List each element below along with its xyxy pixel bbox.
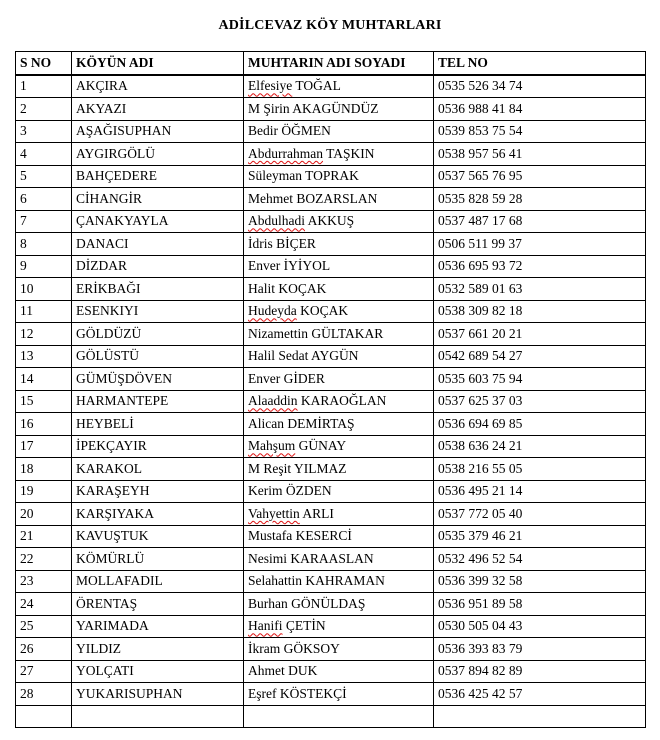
document-title: ADİLCEVAZ KÖY MUHTARLARI (218, 18, 442, 33)
muhtar-first-name: Hudeyda (248, 303, 297, 319)
muhtar-first-name: Bedir (248, 123, 278, 139)
muhtar-first-name: Enver (248, 370, 281, 386)
header-tel: TEL NO (434, 52, 646, 75)
cell-tel: 0535 526 34 74 (434, 75, 646, 98)
cell-muhtar-name (244, 210, 434, 233)
table-row (16, 75, 646, 98)
cell-village: MOLLAFADIL (72, 570, 244, 593)
cell-muhtar-name (244, 300, 434, 323)
cell-tel: 0536 695 93 72 (434, 255, 646, 278)
muhtar-last-name: ARLI (302, 505, 334, 521)
muhtar-first-name: Nesimi (248, 550, 287, 566)
cell-muhtar-name (244, 548, 434, 571)
cell-sno: 16 (16, 413, 72, 436)
muhtar-last-name: KAHRAMAN (305, 573, 385, 589)
header-village: KÖYÜN ADI (72, 52, 244, 75)
cell-sno: 25 (16, 615, 72, 638)
table-row (16, 638, 646, 661)
muhtar-first-name: Mustafa (248, 528, 293, 544)
cell-village: İPEKÇAYIR (72, 435, 244, 458)
cell-sno: 15 (16, 390, 72, 413)
cell-sno: 22 (16, 548, 72, 571)
muhtar-last-name: ÖZDEN (285, 483, 332, 499)
table-header (16, 52, 646, 75)
cell-tel: 0536 495 21 14 (434, 480, 646, 503)
muhtar-first-name: Halil Sedat (248, 348, 309, 364)
cell-tel: 0538 216 55 05 (434, 458, 646, 481)
muhtar-last-name: AYGÜN (311, 348, 359, 364)
cell-village: AYGIRGÖLÜ (72, 143, 244, 166)
cell-muhtar-name (244, 98, 434, 121)
muhtar-last-name: ÖĞMEN (281, 123, 331, 139)
cell-village: AKYAZI (72, 98, 244, 121)
muhtar-first-name: Vahyettin (248, 505, 300, 521)
cell-sno: 7 (16, 210, 72, 233)
cell-village: HARMANTEPE (72, 390, 244, 413)
cell-sno: 24 (16, 593, 72, 616)
table-row (16, 390, 646, 413)
table-row (16, 570, 646, 593)
muhtar-first-name: Alican (248, 415, 284, 431)
muhtar-first-name: Nizamettin (248, 325, 308, 341)
muhtar-last-name: AKAGÜNDÜZ (292, 100, 379, 116)
muhtar-last-name: BİÇER (276, 235, 316, 251)
cell-tel: 0536 988 41 84 (434, 98, 646, 121)
table-row (16, 525, 646, 548)
cell-sno: 13 (16, 345, 72, 368)
cell-muhtar-name (244, 278, 434, 301)
muhtar-last-name: KARAOĞLAN (300, 393, 387, 409)
muhtar-first-name: Abdurrahman (248, 145, 323, 161)
muhtar-first-name: Halit (248, 280, 275, 296)
muhtar-last-name: DUK (288, 663, 318, 679)
cell-village: AŞAĞISUPHAN (72, 120, 244, 143)
cell-village: ÇANAKYAYLA (72, 210, 244, 233)
cell-village: AKÇIRA (72, 75, 244, 98)
muhtar-first-name: Enver (248, 258, 281, 274)
muhtar-last-name: İYİYOL (283, 258, 331, 274)
muhtar-last-name: KOÇAK (278, 280, 327, 296)
cell-sno: 21 (16, 525, 72, 548)
cell-tel: 0536 399 32 58 (434, 570, 646, 593)
cell-tel: 0536 393 83 79 (434, 638, 646, 661)
muhtar-first-name: Selahattin (248, 573, 302, 589)
muhtar-table (15, 51, 646, 728)
cell-muhtar-name (244, 188, 434, 211)
cell-tel: 0536 694 69 85 (434, 413, 646, 436)
table-row (16, 615, 646, 638)
table-row (16, 345, 646, 368)
cell-tel: 0537 894 82 89 (434, 660, 646, 683)
muhtar-first-name: Alaaddin (248, 393, 298, 409)
cell-sno: 10 (16, 278, 72, 301)
empty-cell (72, 705, 244, 728)
cell-muhtar-name (244, 480, 434, 503)
cell-tel: 0535 379 46 21 (434, 525, 646, 548)
table-row (16, 255, 646, 278)
muhtar-last-name: KARAASLAN (290, 550, 374, 566)
cell-tel: 0536 425 42 57 (434, 683, 646, 706)
cell-muhtar-name (244, 458, 434, 481)
cell-village: YOLÇATI (72, 660, 244, 683)
cell-muhtar-name (244, 75, 434, 98)
muhtar-first-name: İdris (248, 235, 273, 251)
cell-village: GÖLÜSTÜ (72, 345, 244, 368)
cell-village: DİZDAR (72, 255, 244, 278)
table-row (16, 188, 646, 211)
cell-tel: 0538 636 24 21 (434, 435, 646, 458)
cell-village: GÖLDÜZÜ (72, 323, 244, 346)
cell-village: YILDIZ (72, 638, 244, 661)
cell-sno: 28 (16, 683, 72, 706)
cell-tel: 0537 565 76 95 (434, 165, 646, 188)
empty-row (16, 705, 646, 728)
cell-sno: 11 (16, 300, 72, 323)
empty-cell (16, 705, 72, 728)
cell-tel: 0539 853 75 54 (434, 120, 646, 143)
table-row (16, 480, 646, 503)
cell-sno: 23 (16, 570, 72, 593)
muhtar-first-name: İkram (248, 640, 281, 656)
table-row (16, 210, 646, 233)
cell-sno: 27 (16, 660, 72, 683)
cell-tel: 0532 589 01 63 (434, 278, 646, 301)
cell-village: BAHÇEDERE (72, 165, 244, 188)
table-row (16, 413, 646, 436)
muhtar-last-name: TOPRAK (305, 168, 359, 184)
muhtar-last-name: TAŞKIN (326, 145, 375, 161)
cell-tel: 0542 689 54 27 (434, 345, 646, 368)
cell-tel: 0536 951 89 58 (434, 593, 646, 616)
muhtar-last-name: GÖNÜLDAŞ (291, 595, 366, 611)
cell-sno: 9 (16, 255, 72, 278)
cell-village: KÖMÜRLÜ (72, 548, 244, 571)
table-row (16, 548, 646, 571)
table-row (16, 165, 646, 188)
empty-cell (434, 705, 646, 728)
cell-village: ERİKBAĞI (72, 278, 244, 301)
table-row (16, 435, 646, 458)
muhtar-last-name: DEMİRTAŞ (287, 415, 355, 431)
muhtar-first-name: Mahşum (248, 438, 296, 454)
table-row (16, 503, 646, 526)
cell-sno: 14 (16, 368, 72, 391)
table-body (16, 75, 646, 728)
cell-village: KARAŞEYH (72, 480, 244, 503)
table-row (16, 278, 646, 301)
cell-muhtar-name (244, 570, 434, 593)
cell-tel: 0532 496 52 54 (434, 548, 646, 571)
cell-sno: 5 (16, 165, 72, 188)
muhtar-first-name: M Reşit (248, 460, 292, 476)
muhtar-last-name: BOZARSLAN (296, 190, 378, 206)
muhtar-last-name: GÜLTAKAR (311, 325, 384, 341)
cell-sno: 4 (16, 143, 72, 166)
cell-sno: 20 (16, 503, 72, 526)
header-sno: S NO (16, 52, 72, 75)
cell-village: KARAKOL (72, 458, 244, 481)
muhtar-last-name: GÖKSOY (283, 640, 340, 656)
cell-tel: 0537 625 37 03 (434, 390, 646, 413)
muhtar-last-name: ÇETİN (285, 618, 326, 634)
muhtar-last-name: KESERCİ (295, 528, 352, 544)
table-row (16, 98, 646, 121)
header-muhtar-name: MUHTARIN ADI SOYADI (244, 52, 434, 75)
cell-sno: 6 (16, 188, 72, 211)
table-row (16, 368, 646, 391)
muhtar-first-name: Burhan (248, 595, 288, 611)
cell-village: HEYBELİ (72, 413, 244, 436)
cell-sno: 1 (16, 75, 72, 98)
cell-sno: 8 (16, 233, 72, 256)
cell-village: ÖRENTAŞ (72, 593, 244, 616)
muhtar-first-name: Süleyman (248, 168, 302, 184)
table-row (16, 143, 646, 166)
cell-tel: 0537 487 17 68 (434, 210, 646, 233)
muhtar-last-name: YILMAZ (294, 460, 347, 476)
cell-sno: 3 (16, 120, 72, 143)
muhtar-first-name: M Şirin (248, 100, 290, 116)
cell-muhtar-name (244, 345, 434, 368)
table-row (16, 233, 646, 256)
cell-sno: 17 (16, 435, 72, 458)
table-row (16, 323, 646, 346)
muhtar-first-name: Elfesiye (248, 78, 293, 94)
cell-sno: 19 (16, 480, 72, 503)
cell-muhtar-name (244, 683, 434, 706)
cell-muhtar-name (244, 143, 434, 166)
cell-village: GÜMÜŞDÖVEN (72, 368, 244, 391)
cell-tel: 0506 511 99 37 (434, 233, 646, 256)
muhtar-first-name: Eşref (248, 685, 277, 701)
cell-muhtar-name (244, 638, 434, 661)
cell-muhtar-name (244, 165, 434, 188)
muhtar-first-name: Hanifi (248, 618, 283, 634)
cell-tel: 0535 828 59 28 (434, 188, 646, 211)
table-row (16, 300, 646, 323)
cell-sno: 12 (16, 323, 72, 346)
cell-tel: 0530 505 04 43 (434, 615, 646, 638)
table-row (16, 593, 646, 616)
cell-village: CİHANGİR (72, 188, 244, 211)
muhtar-last-name: AKKUŞ (307, 213, 355, 229)
muhtar-last-name: KOÇAK (300, 303, 349, 319)
muhtar-last-name: GÜNAY (298, 438, 347, 454)
cell-tel: 0537 661 20 21 (434, 323, 646, 346)
muhtar-last-name: KÖSTEKÇİ (279, 685, 347, 701)
cell-village: KAVUŞTUK (72, 525, 244, 548)
cell-muhtar-name (244, 368, 434, 391)
empty-cell (244, 705, 434, 728)
cell-tel: 0538 309 82 18 (434, 300, 646, 323)
cell-muhtar-name (244, 435, 434, 458)
cell-village: ESENKIYI (72, 300, 244, 323)
cell-muhtar-name (244, 413, 434, 436)
table-row (16, 660, 646, 683)
cell-village: KARŞIYAKA (72, 503, 244, 526)
cell-muhtar-name (244, 233, 434, 256)
cell-muhtar-name (244, 660, 434, 683)
cell-muhtar-name (244, 525, 434, 548)
table-row (16, 120, 646, 143)
cell-muhtar-name (244, 323, 434, 346)
cell-muhtar-name (244, 120, 434, 143)
cell-tel: 0538 957 56 41 (434, 143, 646, 166)
cell-sno: 2 (16, 98, 72, 121)
muhtar-first-name: Kerim (248, 483, 283, 499)
cell-muhtar-name (244, 255, 434, 278)
cell-muhtar-name (244, 593, 434, 616)
muhtar-last-name: GİDER (283, 370, 325, 386)
muhtar-first-name: Mehmet (248, 190, 293, 206)
cell-muhtar-name (244, 503, 434, 526)
cell-village: YARIMADA (72, 615, 244, 638)
header-row (16, 52, 646, 75)
cell-village: DANACI (72, 233, 244, 256)
cell-sno: 18 (16, 458, 72, 481)
table-row (16, 458, 646, 481)
cell-tel: 0535 603 75 94 (434, 368, 646, 391)
muhtar-first-name: Ahmet (248, 663, 285, 679)
cell-village: YUKARISUPHAN (72, 683, 244, 706)
cell-muhtar-name (244, 390, 434, 413)
table-row (16, 683, 646, 706)
cell-sno: 26 (16, 638, 72, 661)
cell-tel: 0537 772 05 40 (434, 503, 646, 526)
cell-muhtar-name (244, 615, 434, 638)
muhtar-first-name: Abdulhadi (248, 213, 305, 229)
muhtar-last-name: TOĞAL (295, 78, 341, 94)
